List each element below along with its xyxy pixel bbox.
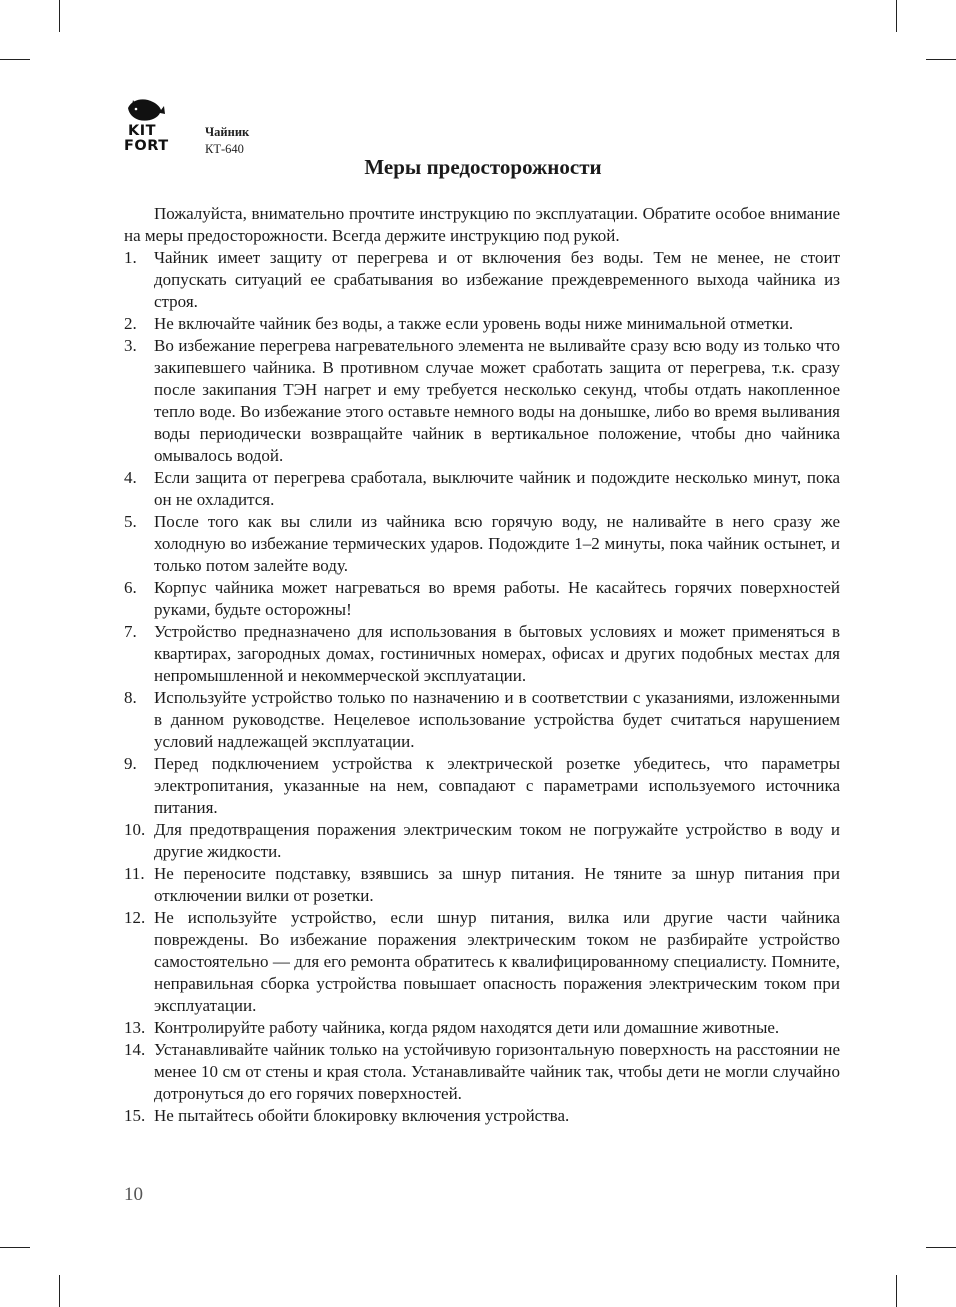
brand-line-fort: FORT [124,138,169,154]
list-item [124,621,840,687]
page-number: 10 [124,1184,143,1205]
item-text: Если защита от перегрева сработала, выключите чайник и подождите несколько минут, пока он не охладится. [154,468,840,509]
list-item [124,863,840,907]
list-item [124,819,840,863]
list-item [124,577,840,621]
item-text: Устанавливайте чайник только на устойчивую горизонтальную поверхность на расстоянии не менее 10 см от стены и края стола. Устанавливайте чайник так, чтобы дети не могли случайно дотронуться до его горячих поверхностей. [154,1040,840,1103]
precautions-content [124,203,840,1127]
item-number: 12. [124,908,146,927]
kitfort-logo [124,96,194,154]
page-title: Меры предосторожности [364,155,602,179]
item-number: 15. [124,1106,146,1125]
item-number: 6. [124,578,137,597]
item-text: После того как вы слили из чайника всю горячую воду, не наливайте в него сразу же холодную во избежание термических ударов. Подождите 1–2 минуты, пока чайник остынет, и только потом залейте воду. [154,512,840,575]
item-number: 14. [124,1040,146,1059]
crop-mark-left-bottom [0,1247,30,1248]
item-number: 13. [124,1018,146,1037]
item-text: Для предотвращения поражения электрическим током не погружайте устройство в воду и другие жидкости. [154,820,840,861]
intro-paragraph: Пожалуйста, внимательно прочтите инструкцию по эксплуатации. Обратите особое внимание на меры предосторожности. Всегда держите инструкцию под рукой. [124,204,840,245]
item-number: 9. [124,754,137,773]
crop-mark-left-top [0,59,30,60]
item-text: Не включайте чайник без воды, а также если уровень воды ниже минимальной отметки. [154,314,794,333]
crop-mark-top-left [59,0,60,32]
crop-mark-top-right [896,0,897,32]
crop-mark-right-top [926,59,956,60]
brand-line-kit: KIT [128,123,157,139]
product-info [205,124,249,158]
item-text: Не используйте устройство, если шнур питания, вилка или другие части чайника повреждены. Во избежание поражения электрическим током не разбирайте устройство самостоятельно — для его ремонта обратитесь к квалифицированному специалисту. Помните, неправильная сборка устройства повышает опасность поражения электрическим током при эксплуатации. [154,908,840,1015]
product-name: Чайник [205,125,250,139]
list-item [124,511,840,577]
item-text: Чайник имеет защиту от перегрева и от включения без воды. Тем не менее, не стоит допускать ситуаций ее срабатывания во избежание преждевременного выхода чайника из строя. [154,248,840,311]
item-number: 10. [124,820,146,839]
list-item [124,335,840,467]
list-item [124,753,840,819]
list-item [124,1017,840,1039]
item-number: 7. [124,622,137,641]
crop-mark-right-bottom [926,1247,956,1248]
item-text: Не пытайтесь обойти блокировку включения устройства. [154,1106,570,1125]
item-text: Контролируйте работу чайника, когда рядом находятся дети или домашние животные. [154,1018,780,1037]
list-item [124,313,840,335]
crop-mark-bottom-left [59,1275,60,1307]
list-item [124,687,840,753]
crop-mark-bottom-right [896,1275,897,1307]
item-number: 1. [124,248,137,267]
list-item [124,907,840,1017]
list-item [124,467,840,511]
item-number: 3. [124,336,137,355]
list-item [124,1105,840,1127]
product-model: КТ-640 [205,142,244,156]
whale-icon [126,96,166,122]
item-text: Используйте устройство только по назначению и в соответствии с указаниями, изложенными в данном руководстве. Нецелевое использование устройства будет считаться нарушением условий надлежащей эксплуатации. [154,688,840,751]
item-text: Во избежание перегрева нагревательного элемента не выливайте сразу всю воду из только что закипевшего чайника. В противном случае может сработать защита от перегрева, т.к. сразу после закипания ТЭН нагрет и ему требуется несколько секунд, чтобы отдать накопленное тепло воде. Во избежание этого оставьте немного воды на донышке, либо во время выливания воды периодически возвращайте чайник в вертикальное положение, чтобы дно чайника омывалось водой. [154,336,840,465]
item-number: 11. [124,864,145,883]
item-text: Устройство предназначено для использования в бытовых условиях и может применяться в квартирах, загородных домах, гостиничных номерах, офисах и других подобных местах для непромышленной и некоммерческой эксплуатации. [154,622,840,685]
item-number: 5. [124,512,137,531]
item-number: 8. [124,688,137,707]
item-number: 2. [124,314,137,333]
precautions-list [124,247,840,1127]
list-item [124,247,840,313]
item-text: Перед подключением устройства к электрической розетке убедитесь, что параметры электропитания, указанные на нем, совпадают с параметрами используемого источника питания. [154,754,840,817]
item-number: 4. [124,468,137,487]
item-text: Не переносите подставку, взявшись за шнур питания. Не тяните за шнур питания при отключении вилки от розетки. [154,864,840,905]
item-text: Корпус чайника может нагреваться во время работы. Не касайтесь горячих поверхностей руками, будьте осторожны! [154,578,840,619]
list-item [124,1039,840,1105]
